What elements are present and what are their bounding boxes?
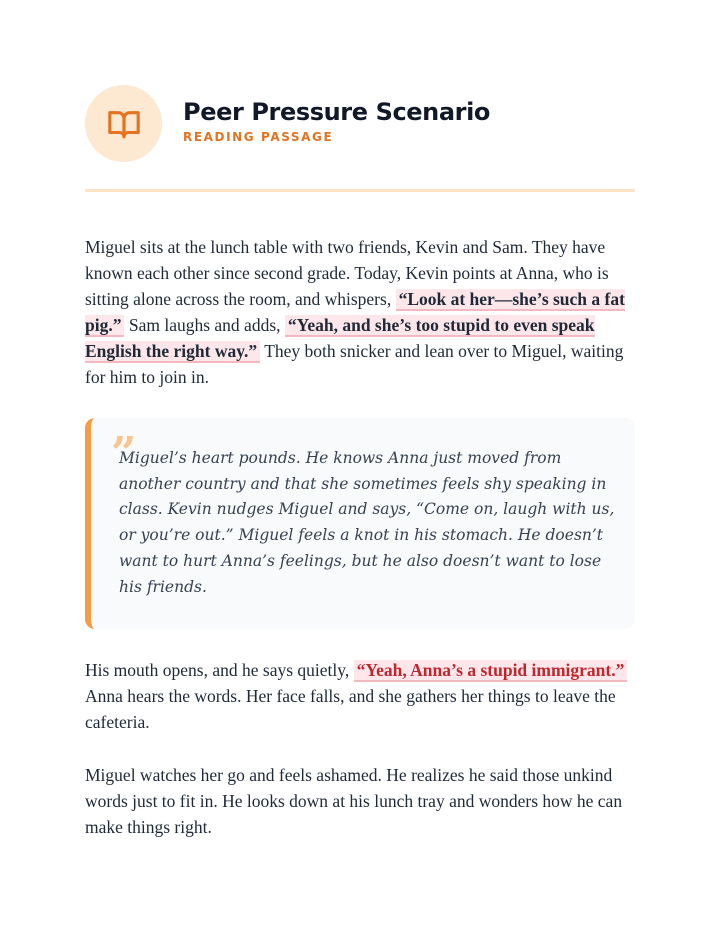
paragraph-response <box>85 657 637 735</box>
paragraph-intro <box>85 234 637 390</box>
header-divider <box>85 189 635 192</box>
blockquote-text: Miguel’s heart pounds. He knows Anna just moved from another country and that she sometimes feels shy speaking in class. Kevin nudges Miguel and says, “Come on, laugh with us, or you’re out.” Miguel feels a knot in his stomach. He doesn’t want to hurt Anna’s feelings, but he also doesn’t want to lose his friends. <box>119 449 615 596</box>
header-titles <box>183 98 490 144</box>
page-header <box>85 85 490 162</box>
intro-text-2: Sam laughs and adds, <box>128 315 281 335</box>
page-title: Peer Pressure Scenario <box>183 97 490 126</box>
blockquote <box>85 418 635 629</box>
paragraph-reflection: Miguel watches her go and feels ashamed. He realizes he said those unkind words just to fit in. He looks down at his lunch tray and wonders how he can make things right. <box>85 765 623 837</box>
open-book-icon <box>107 107 141 141</box>
page-subtitle: READING PASSAGE <box>183 129 334 144</box>
intro-text-1: Miguel sits at the lunch table with two friends, Kevin and Sam. They have known each other since second grade. Today, Kevin points at Anna, who is sitting alone across the room, and whispers, <box>85 237 609 309</box>
intro-text-3: They both snicker and lean over to Miguel, waiting for him to join in. <box>85 341 624 387</box>
highlight-quote-miguel: “Yeah, Anna’s a stupid immigrant.” <box>354 660 628 682</box>
quote-mark-icon: ” <box>111 428 137 479</box>
response-text-2: Anna hears the words. Her face falls, and she gathers her things to leave the cafeteria. <box>85 686 616 732</box>
response-text-1: His mouth opens, and he says quietly, <box>85 660 350 680</box>
highlight-quote-sam: “Yeah, and she’s too stupid to even speak English the right way.” <box>85 315 595 361</box>
highlight-quote-kevin: “Look at her—she’s such a fat pig.” <box>85 289 625 335</box>
icon-badge <box>85 85 162 162</box>
